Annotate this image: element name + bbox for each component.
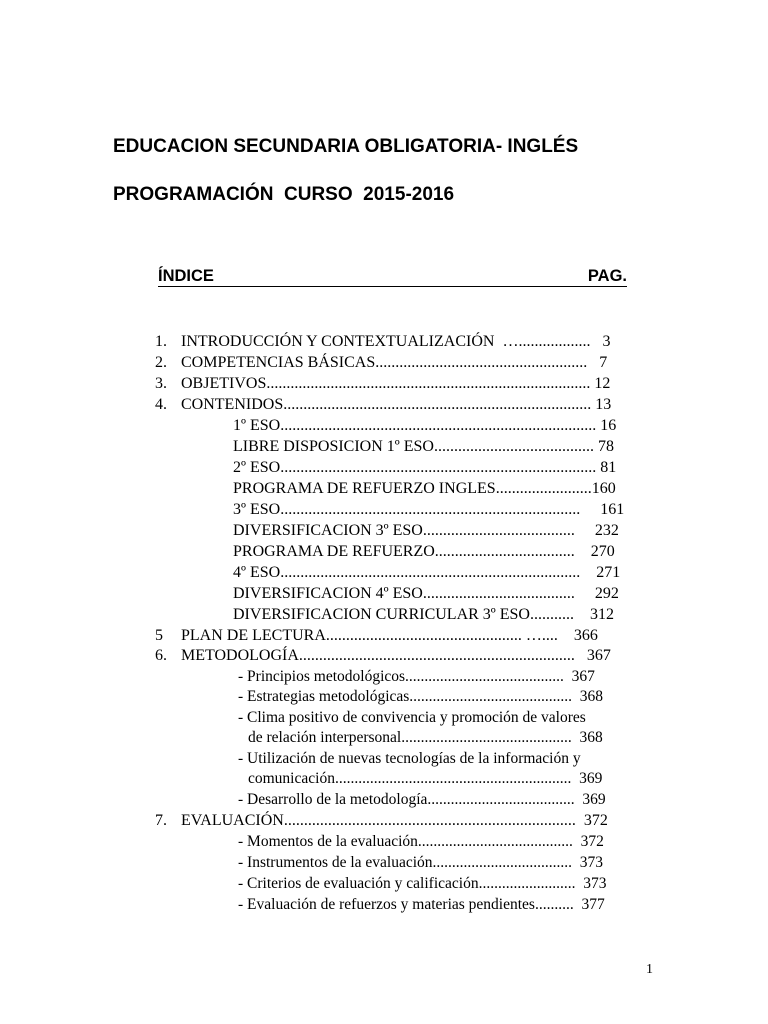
- toc-subentry-text: - Desarrollo de la metodología...................................... 369: [238, 791, 606, 808]
- toc-entry-text: METODOLOGÍA..................................................................... 367: [181, 647, 611, 664]
- toc-subentry-text: - Principios metodológicos......................................... 367: [238, 668, 595, 685]
- toc-entry-number: 7.: [155, 812, 167, 829]
- toc-entry-text: OBJETIVOS................................................................................. 12: [181, 375, 611, 392]
- toc-subentry: [233, 521, 619, 541]
- toc-subentry-text: PROGRAMA DE REFUERZO INGLES........................160: [233, 480, 616, 497]
- toc-subentry-text: 1º ESO............................................................................... 16: [233, 417, 617, 434]
- toc-entry-text: CONTENIDOS............................................................................. 13: [181, 396, 612, 413]
- toc-subentry: [238, 667, 595, 687]
- toc-subentry-text: LIBRE DISPOSICION 1º ESO........................................ 78: [233, 438, 614, 455]
- toc-entry-number: 5: [155, 627, 163, 644]
- toc-entry-text: EVALUACIÓN......................................................................... 372: [181, 812, 608, 829]
- toc-entry-number: 2.: [155, 354, 167, 371]
- toc-entry: [155, 374, 610, 394]
- toc-subentry-text: DIVERSIFICACION 4º ESO...................................... 292: [233, 585, 619, 602]
- toc-subentry-text: - Evaluación de refuerzos y materias pendientes.......... 377: [238, 896, 605, 913]
- toc-subentry-text: de relación interpersonal............................................ 368: [248, 729, 603, 746]
- toc-subentry-text: DIVERSIFICACION CURRICULAR 3º ESO........... 312: [233, 606, 614, 623]
- toc-subentry: [238, 708, 586, 728]
- toc-subentry: [238, 687, 603, 707]
- toc-subentry: [238, 790, 606, 810]
- toc-subentry: [238, 832, 604, 852]
- document-subtitle: PROGRAMACIÓN CURSO 2015-2016: [113, 184, 455, 205]
- toc-subentry: [238, 874, 606, 894]
- toc-entry-text: PLAN DE LECTURA................................................. ….... 366: [181, 627, 598, 644]
- toc-subentry: [238, 749, 581, 769]
- toc-subentry-text: 3º ESO........................................................................... 161: [233, 501, 625, 518]
- toc-entry-text: INTRODUCCIÓN Y CONTEXTUALIZACIÓN ….................. 3: [181, 333, 611, 350]
- toc-entry-number: 3.: [155, 375, 167, 392]
- toc-entry: [155, 811, 608, 831]
- toc-subentry-text: - Estrategias metodológicas.......................................... 368: [238, 688, 604, 705]
- toc-subentry: [233, 437, 614, 457]
- toc-entry: [155, 646, 611, 666]
- toc-entry: [155, 332, 610, 352]
- toc-subentry-text: 2º ESO............................................................................... 81: [233, 459, 617, 476]
- toc-subentry-text: 4º ESO........................................................................... 271: [233, 564, 621, 581]
- toc-entry: [155, 395, 611, 415]
- toc-subentry-text: - Clima positivo de convivencia y promoción de valores: [238, 709, 586, 726]
- toc-subentry-text: - Utilización de nuevas tecnologías de la información y: [238, 750, 581, 767]
- toc-subentry: [233, 563, 620, 583]
- toc-entry-number: 1.: [155, 333, 167, 350]
- toc-entry-number: 4.: [155, 396, 167, 413]
- toc-entry: [155, 353, 607, 373]
- toc-entry-number: 6.: [155, 647, 167, 664]
- toc-subentry-text: comunicación............................................................. 369: [248, 770, 603, 787]
- page-number: 1: [646, 962, 653, 977]
- document-title: EDUCACION SECUNDARIA OBLIGATORIA- INGLÉS: [113, 136, 579, 157]
- toc-subentry-text: PROGRAMA DE REFUERZO................................... 270: [233, 543, 615, 560]
- toc-subentry-text: - Instrumentos de la evaluación.................................... 373: [238, 854, 604, 871]
- toc-subentry: [233, 458, 616, 478]
- toc-subentry-text: - Momentos de la evaluación........................................ 372: [238, 833, 604, 850]
- index-label: ÍNDICE: [158, 267, 214, 285]
- toc-subentry: [248, 728, 603, 748]
- toc-subentry: [233, 605, 614, 625]
- toc-subentry: [233, 479, 616, 499]
- toc-subentry-text: DIVERSIFICACION 3º ESO...................................... 232: [233, 522, 619, 539]
- toc-subentry: [233, 416, 616, 436]
- toc-subentry: [238, 853, 603, 873]
- toc-subentry-text: - Criterios de evaluación y calificación......................... 373: [238, 875, 607, 892]
- toc-subentry: [238, 895, 605, 915]
- toc-entry: [155, 626, 598, 646]
- toc-subentry: [248, 769, 602, 789]
- toc-subentry: [233, 500, 624, 520]
- toc-entry-text: COMPETENCIAS BÁSICAS..................................................... 7: [181, 354, 608, 371]
- toc-subentry: [233, 584, 619, 604]
- page-column-label: PAG.: [587, 267, 627, 285]
- toc-subentry: [233, 542, 615, 562]
